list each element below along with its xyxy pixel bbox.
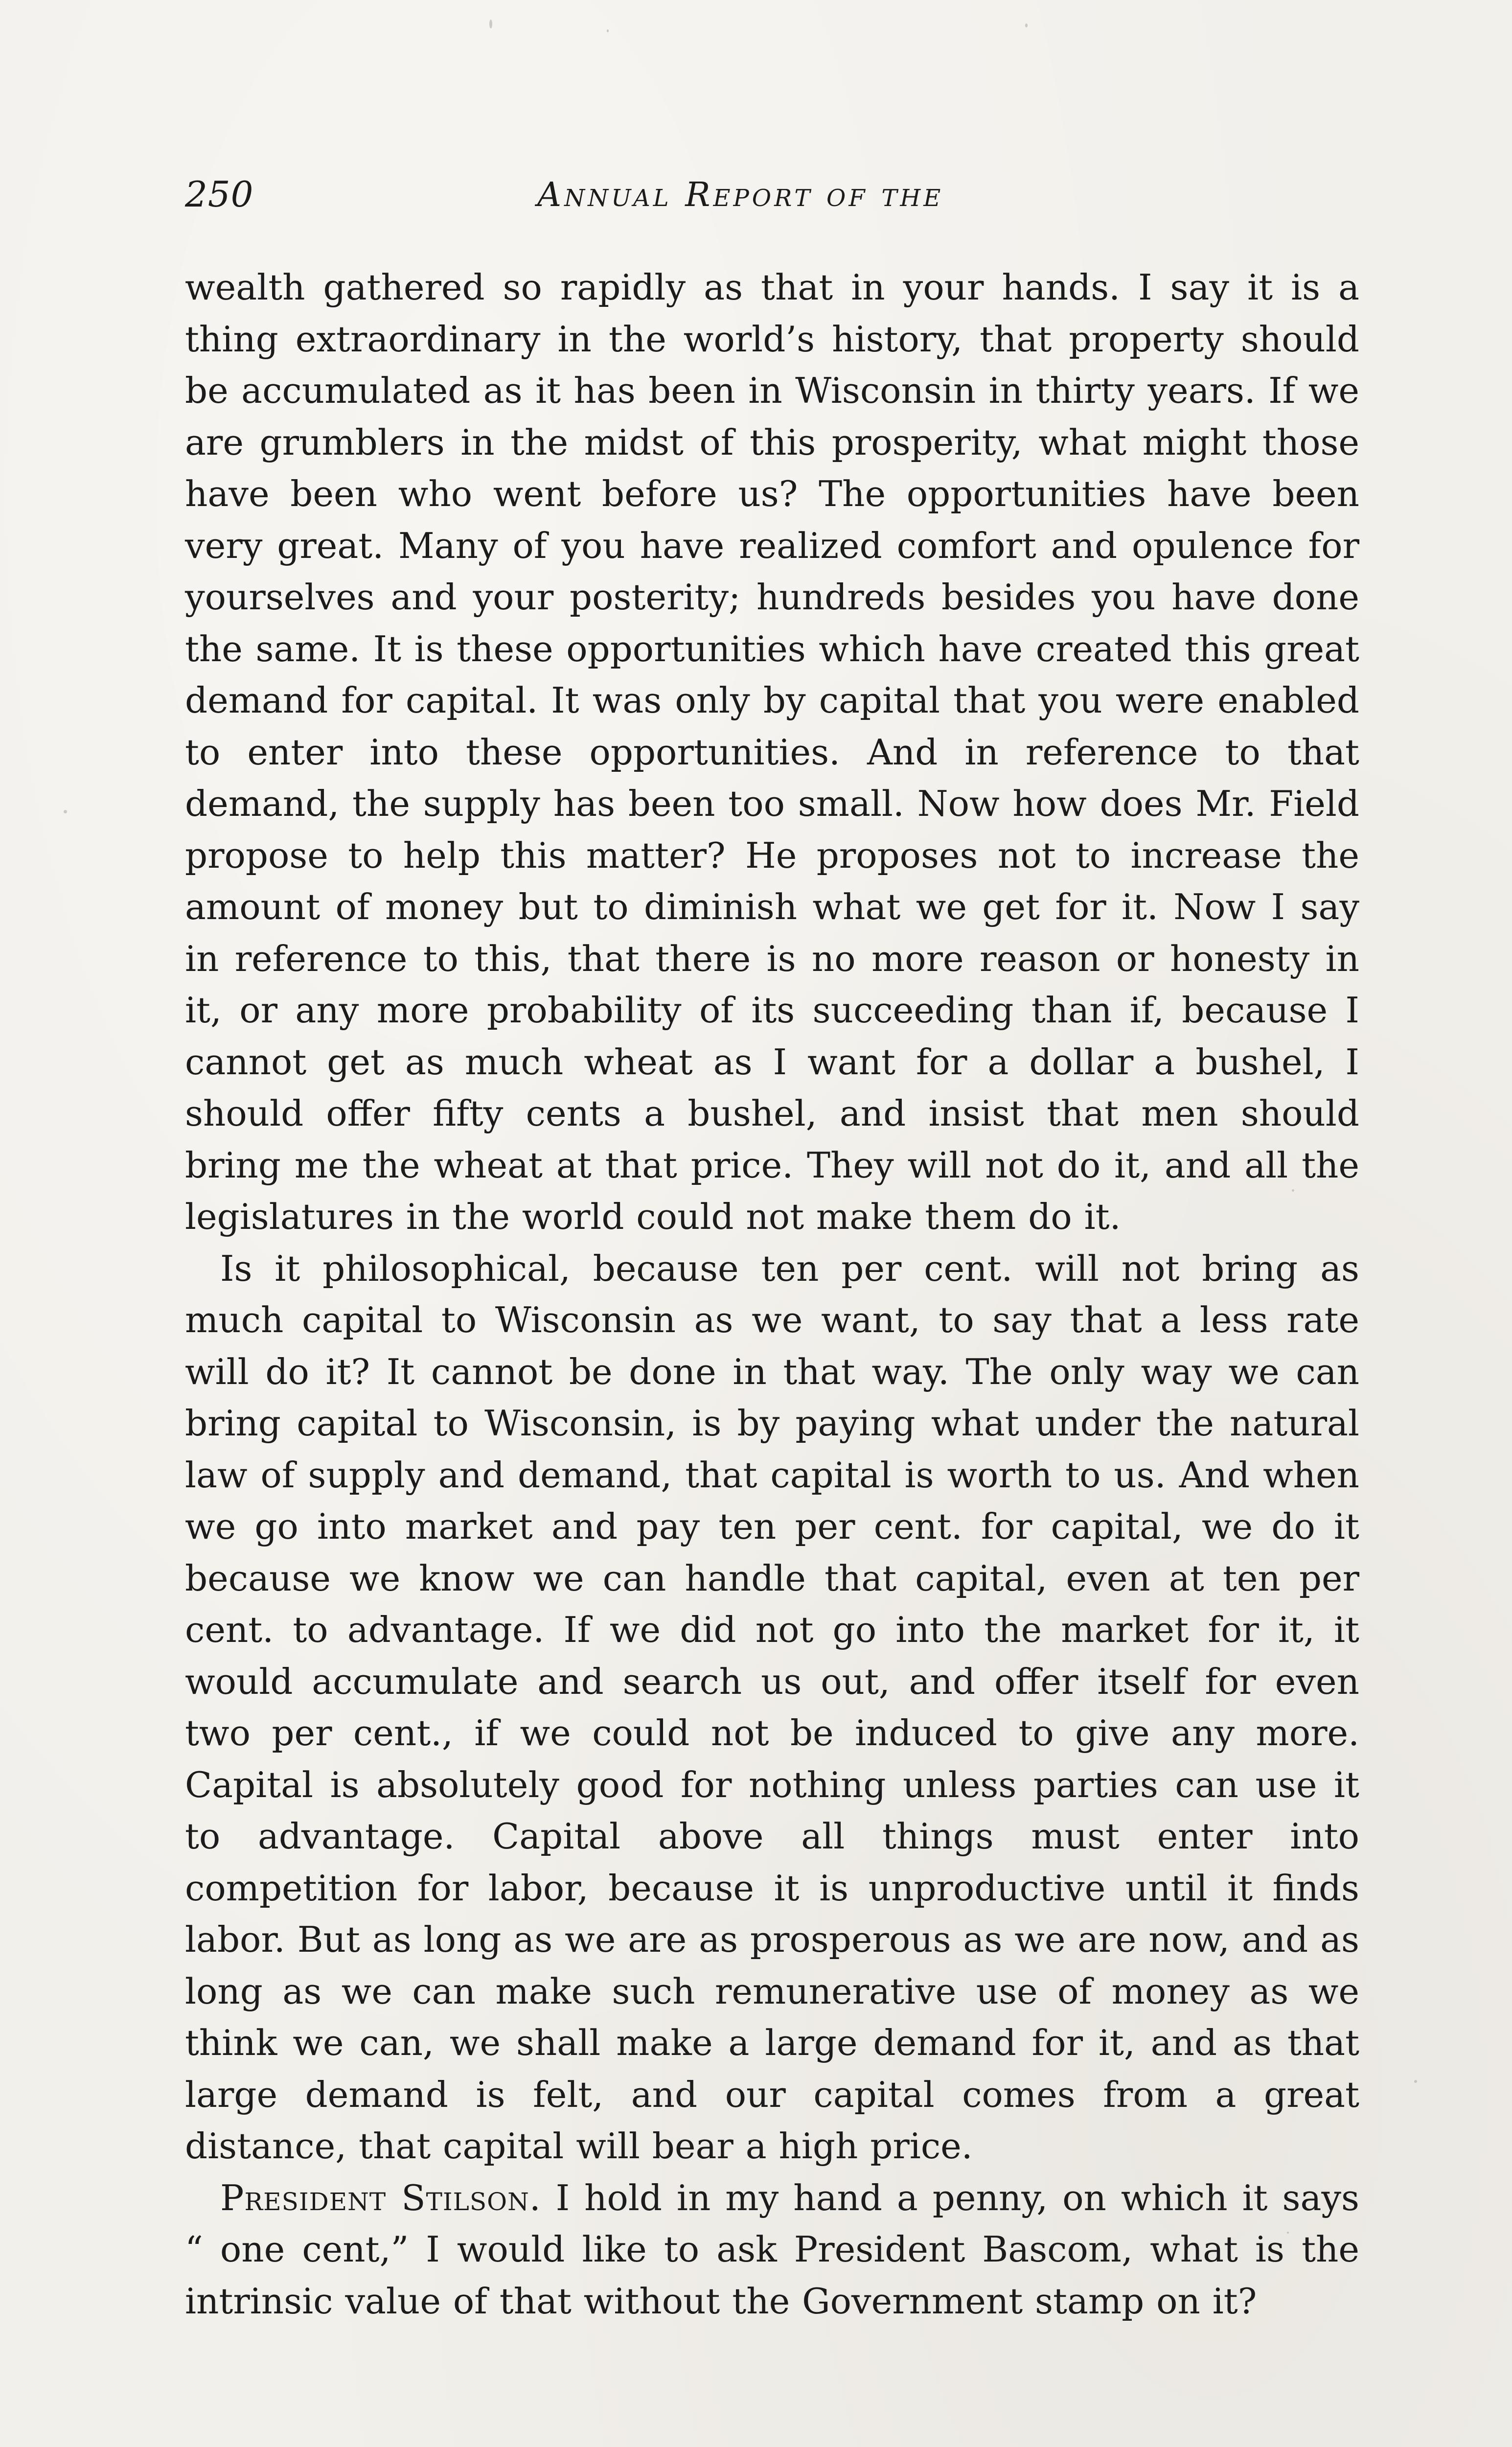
paragraph: Is it philosophical, because ten per cent. will not bring as much capital to Wisconsin as we want, to say that a less rate will do it? It cannot be done in that way. The only way we can bring capital to Wisconsin, is by paying what under the natural law of supply and demand, that capital is worth to us. And when we go into market and pay ten per cent. for capital, we do it because we know we can handle that capital, even at ten per cent. to advantage. If we did not go into the market for it, it would accumulate and search us out, and offer itself for even two per cent., if we could not be induced to give any more. Capital is absolutely good for nothing unless parties can use it to advantage. Capital above all things must enter into competition for labor, because it is unproductive until it finds labor. But as long as we are as prosperous as we are now, and as long as we can make such remunerative use of money as we think we can, we shall make a large demand for it, and as that large demand is felt, and our capital comes from a great distance, that capital will bear a high price. bbox=[185, 1247, 1359, 2167]
scan-speck bbox=[1287, 2232, 1289, 2234]
running-head: Annual Report of the bbox=[537, 176, 944, 214]
scan-speck bbox=[1025, 23, 1028, 27]
page-header bbox=[185, 174, 1359, 218]
speaker-name: President Stilson. bbox=[220, 2177, 541, 2218]
page-number: 250 bbox=[185, 174, 254, 215]
scan-speck bbox=[607, 29, 609, 32]
speaker-text: I hold in my hand a penny, on which it says “ one cent,” I would like to ask President Bascom, what is the intrinsic value of that without the Government stamp on it? bbox=[185, 2177, 1359, 2322]
paragraph: wealth gathered so rapidly as that in your hands. I say it is a thing extraordinary in the world’s history, that property should be accumulated as it has been in Wisconsin in thirty years. If we are grumblers in the midst of this prosperity, what might those have been who went before us? The opportunities have been very great. Many of you have realized comfort and opulence for yourselves and your posterity; hundreds besides you have done the same. It is these opportunities which have created this great demand for capital. It was only by capital that you were enabled to enter into these opportunities. And in reference to that demand, the supply has been too small. Now how does Mr. Field propose to help this matter? He proposes not to increase the amount of money but to diminish what we get for it. Now I say in reference to this, that there is no more reason or honesty in it, or any more probability of its succeeding than if, because I cannot get as much wheat as I want for a dollar a bushel, I should offer fifty cents a bushel, and insist that men should bring me the wheat at that price. They will not do it, and all the legislatures in the world could not make them do it. bbox=[185, 267, 1359, 1237]
body-text bbox=[185, 262, 1359, 2327]
scan-speck bbox=[64, 810, 67, 813]
scan-speck bbox=[489, 20, 492, 28]
paragraph bbox=[185, 2172, 1359, 2328]
scan-speck bbox=[1292, 1189, 1294, 1192]
scan-speck bbox=[1414, 2080, 1417, 2083]
